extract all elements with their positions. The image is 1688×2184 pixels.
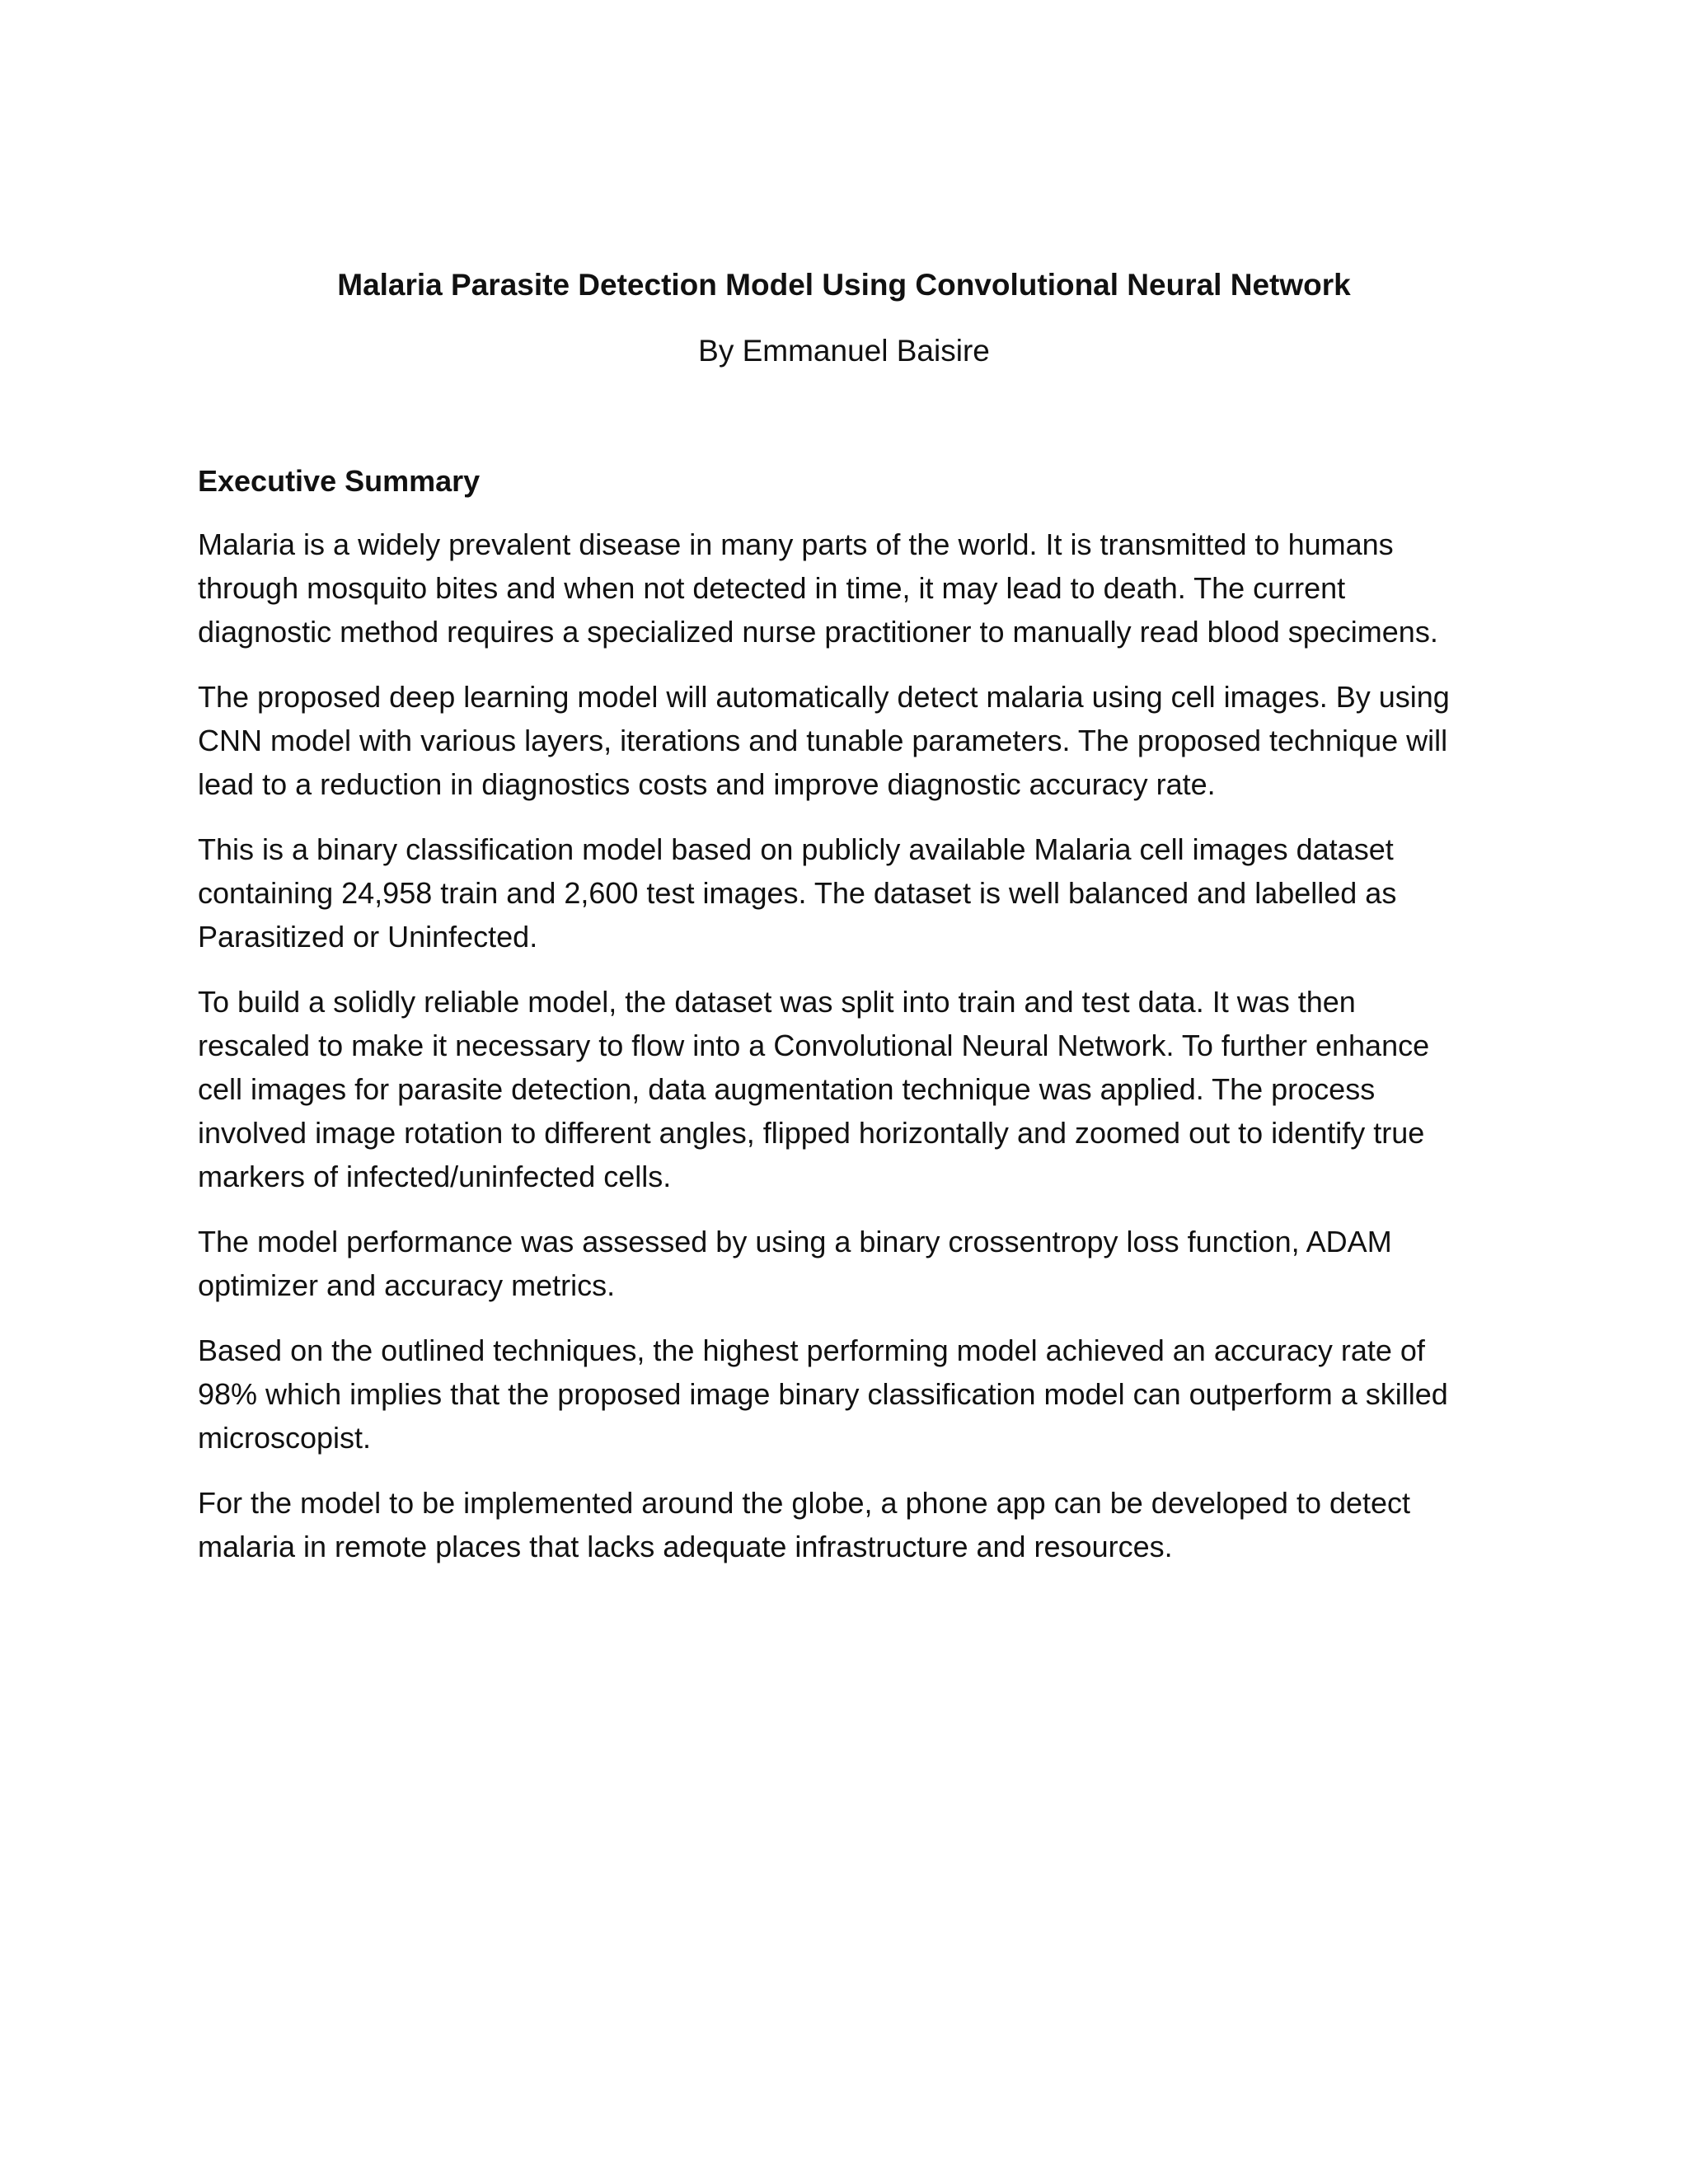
section-heading: Executive Summary [198, 464, 481, 498]
paragraph-results [198, 1329, 1508, 1460]
paragraph-implementation [198, 1481, 1508, 1568]
paragraph-line: Malaria is a widely prevalent disease in many parts of the world. It is transmitted to humans [198, 527, 1394, 561]
paragraph-line: This is a binary classification model based on publicly available Malaria cell images dataset [198, 832, 1394, 866]
paragraph-line: optimizer and accuracy metrics. [198, 1268, 616, 1302]
paragraph-line: 98% which implies that the proposed image binary classification model can outperform a skilled [198, 1377, 1448, 1411]
paragraph-line: For the model to be implemented around the globe, a phone app can be developed to detect [198, 1486, 1411, 1520]
paragraph-line: markers of infected/uninfected cells. [198, 1160, 672, 1193]
document-title: Malaria Parasite Detection Model Using Convolutional Neural Network [337, 268, 1351, 302]
paragraph-line: The model performance was assessed by using a binary crossentropy loss function, ADAM [198, 1225, 1392, 1258]
paragraph-line: CNN model with various layers, iterations and tunable parameters. The proposed technique will [198, 724, 1448, 757]
paragraph-line: microscopist. [198, 1421, 372, 1455]
paragraph-preprocessing [198, 980, 1508, 1198]
paragraph-proposed-model [198, 675, 1508, 806]
paragraph-line: Based on the outlined techniques, the highest performing model achieved an accuracy rate of [198, 1333, 1425, 1367]
document-author: By Emmanuel Baisire [698, 334, 990, 368]
paragraph-line: rescaled to make it necessary to flow into a Convolutional Neural Network. To further enhance [198, 1029, 1430, 1062]
document-body [198, 462, 1508, 1590]
paragraph-line: lead to a reduction in diagnostics costs and improve diagnostic accuracy rate. [198, 767, 1216, 801]
paragraph-line: involved image rotation to different angles, flipped horizontally and zoomed out to identify true [198, 1116, 1425, 1150]
paragraph-evaluation [198, 1220, 1508, 1307]
paragraph-line: diagnostic method requires a specialized nurse practitioner to manually read blood specimens. [198, 615, 1438, 649]
paragraph-line: through mosquito bites and when not detected in time, it may lead to death. The current [198, 571, 1346, 605]
paragraph-line: containing 24,958 train and 2,600 test images. The dataset is well balanced and labelled as [198, 876, 1397, 910]
paragraph-line: The proposed deep learning model will automatically detect malaria using cell images. By using [198, 680, 1450, 714]
paragraph-line: cell images for parasite detection, data augmentation technique was applied. The process [198, 1072, 1376, 1106]
paragraph-introduction [198, 523, 1508, 654]
paragraph-line: malaria in remote places that lacks adequate infrastructure and resources. [198, 1530, 1173, 1563]
paragraph-line: Parasitized or Uninfected. [198, 920, 538, 954]
paragraph-dataset [198, 827, 1508, 958]
paragraph-line: To build a solidly reliable model, the dataset was split into train and test data. It was then [198, 985, 1356, 1019]
